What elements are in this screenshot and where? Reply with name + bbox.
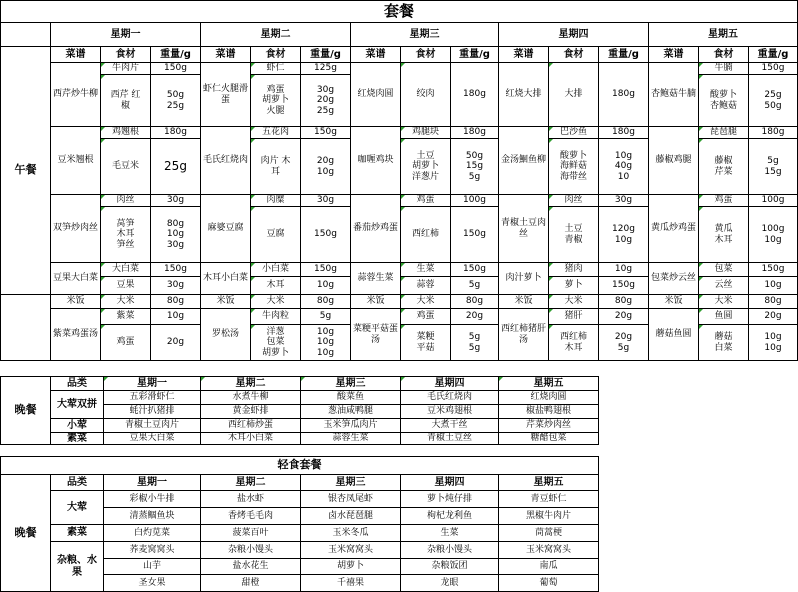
day-header-3[interactable]: 星期四 bbox=[498, 22, 649, 47]
comment-marker bbox=[101, 63, 105, 67]
light-item[interactable]: 彩椒小牛排 bbox=[103, 490, 201, 508]
weight-cell[interactable]: 150g bbox=[450, 262, 499, 277]
dish-cell[interactable]: 蒜蓉生菜 bbox=[350, 262, 401, 295]
ingredient-cell[interactable]: 五花肉 bbox=[250, 126, 301, 139]
weight-cell[interactable]: 180g bbox=[150, 126, 201, 139]
weight-cell[interactable]: 125g bbox=[300, 62, 351, 75]
dish-cell[interactable]: 米饭 bbox=[648, 294, 699, 309]
dinner-day-header-4[interactable]: 星期五 bbox=[498, 376, 599, 391]
light-item[interactable]: 杂粮小馒头 bbox=[400, 541, 499, 559]
comment-marker bbox=[499, 377, 503, 381]
col-header-dish[interactable]: 菜谱 bbox=[200, 46, 251, 63]
ingredient-cell[interactable]: 西红柿 木耳 bbox=[548, 324, 599, 361]
dish-cell[interactable]: 肉汁萝卜 bbox=[498, 262, 549, 295]
weight-cell[interactable]: 30g bbox=[150, 276, 201, 295]
light-item[interactable]: 南瓜 bbox=[498, 558, 599, 575]
comment-marker bbox=[401, 207, 405, 211]
weight-cell[interactable]: 150g bbox=[598, 276, 649, 295]
dinner-item[interactable]: 大煮干丝 bbox=[400, 418, 499, 433]
ingredient-cell[interactable]: 莴笋 木耳 笋丝 bbox=[100, 206, 151, 263]
light-item[interactable]: 龙眼 bbox=[400, 574, 499, 592]
dinner-item[interactable]: 蚝汁扒猪排 bbox=[103, 404, 201, 419]
ingredient-cell[interactable]: 萝卜 bbox=[548, 276, 599, 295]
light-item[interactable]: 盐水虾 bbox=[200, 490, 301, 508]
comment-marker bbox=[549, 63, 553, 67]
light-item[interactable]: 甜橙 bbox=[200, 574, 301, 592]
ingredient-cell[interactable]: 鸡翘根 bbox=[100, 126, 151, 139]
comment-marker bbox=[401, 325, 405, 329]
weight-cell[interactable]: 150g bbox=[300, 126, 351, 139]
ingredient-cell[interactable]: 蒜蓉 bbox=[400, 276, 451, 295]
weight-cell[interactable]: 20g bbox=[748, 308, 798, 325]
ingredient-cell[interactable]: 豆果 bbox=[100, 276, 151, 295]
weight-cell[interactable]: 120g 10g bbox=[598, 206, 649, 263]
dinner-item[interactable]: 青椒土豆丝 bbox=[400, 432, 499, 445]
ingredient-cell[interactable]: 虾仁 bbox=[250, 62, 301, 75]
light-day-header-0[interactable]: 星期一 bbox=[103, 474, 201, 491]
weight-cell[interactable]: 20g bbox=[150, 324, 201, 361]
lunch-label[interactable]: 午餐 bbox=[0, 46, 51, 295]
weight-cell[interactable]: 20g 5g bbox=[598, 324, 649, 361]
comment-marker bbox=[101, 75, 105, 79]
light-item[interactable]: 胡萝卜 bbox=[300, 558, 401, 575]
comment-marker bbox=[401, 127, 405, 131]
dinner-item[interactable]: 蒜蓉生菜 bbox=[300, 432, 401, 445]
light-item[interactable]: 杂粮饭团 bbox=[400, 558, 499, 575]
ingredient-cell[interactable]: 猪肝 bbox=[548, 308, 599, 325]
ingredient-cell[interactable]: 酸萝卜 杏鲍菇 bbox=[698, 74, 749, 127]
light-day-header-4[interactable]: 星期五 bbox=[498, 474, 599, 491]
dish-cell[interactable]: 青椒土豆肉丝 bbox=[498, 194, 549, 263]
light-item[interactable]: 荞麦窝窝头 bbox=[103, 541, 201, 559]
weight-cell[interactable]: 50g 25g bbox=[150, 74, 201, 127]
corner-cell[interactable] bbox=[0, 22, 51, 47]
weight-cell[interactable]: 5g bbox=[300, 308, 351, 325]
ingredient-cell[interactable]: 琵琶腿 bbox=[698, 126, 749, 139]
dinner-day-header-3[interactable]: 星期四 bbox=[400, 376, 499, 391]
weight-cell[interactable]: 10g bbox=[598, 262, 649, 277]
light-item[interactable]: 黑椒牛肉片 bbox=[498, 507, 599, 525]
ingredient-cell[interactable]: 鸡蛋 bbox=[400, 308, 451, 325]
dinner-item[interactable]: 水煮牛柳 bbox=[200, 390, 301, 405]
weight-cell[interactable]: 80g bbox=[150, 294, 201, 309]
col-header-ingredient[interactable]: 食材 bbox=[548, 46, 599, 63]
light-item[interactable]: 葡萄 bbox=[498, 574, 599, 592]
comment-marker bbox=[101, 195, 105, 199]
col-header-ingredient[interactable]: 食材 bbox=[250, 46, 301, 63]
dish-cell[interactable]: 木耳小白菜 bbox=[200, 262, 251, 295]
weight-cell[interactable]: 10g bbox=[748, 276, 798, 295]
dinner-category-header[interactable]: 品类 bbox=[50, 376, 104, 391]
comment-marker bbox=[251, 75, 255, 79]
dish-cell[interactable]: 红烧肉圆 bbox=[350, 62, 401, 127]
weight-cell[interactable]: 150g bbox=[150, 262, 201, 277]
weight-cell[interactable]: 150g bbox=[450, 206, 499, 263]
comment-marker bbox=[101, 309, 105, 313]
light-day-header-2[interactable]: 星期三 bbox=[300, 474, 401, 491]
col-header-ingredient[interactable]: 食材 bbox=[698, 46, 749, 63]
dinner-item[interactable]: 西红柿炒蛋 bbox=[200, 418, 301, 433]
ingredient-cell[interactable]: 牛肉片 bbox=[100, 62, 151, 75]
dish-cell[interactable]: 紫菜鸡蛋汤 bbox=[50, 308, 101, 361]
dish-cell[interactable]: 麻婆豆腐 bbox=[200, 194, 251, 263]
dinner-item[interactable]: 酸菜鱼 bbox=[300, 390, 401, 405]
ingredient-cell[interactable]: 西红柿 bbox=[400, 206, 451, 263]
ingredient-cell[interactable]: 大米 bbox=[250, 294, 301, 309]
weight-cell[interactable]: 10g bbox=[300, 276, 351, 295]
ingredient-cell[interactable]: 小白菜 bbox=[250, 262, 301, 277]
dish-cell[interactable]: 米饭 bbox=[200, 294, 251, 309]
dish-cell[interactable]: 藤椒鸡腿 bbox=[648, 126, 699, 195]
comment-marker bbox=[699, 263, 703, 267]
ingredient-cell[interactable]: 大米 bbox=[548, 294, 599, 309]
weight-cell[interactable]: 5g 15g bbox=[748, 138, 798, 195]
comment-marker bbox=[101, 139, 105, 143]
weight-cell[interactable]: 100g bbox=[450, 194, 499, 207]
dish-cell[interactable]: 杏鲍菇牛腩 bbox=[648, 62, 699, 127]
weight-cell[interactable]: 50g 15g 5g bbox=[450, 138, 499, 195]
comment-marker bbox=[401, 377, 405, 381]
comment-marker bbox=[549, 309, 553, 313]
weight-cell[interactable]: 30g bbox=[598, 194, 649, 207]
dish-cell[interactable]: 西红柿猪肝汤 bbox=[498, 308, 549, 361]
weight-cell[interactable]: 180g bbox=[598, 126, 649, 139]
weight-cell[interactable]: 20g bbox=[598, 308, 649, 325]
dinner-day-header-1[interactable]: 星期二 bbox=[200, 376, 301, 391]
weight-cell[interactable]: 80g bbox=[748, 294, 798, 309]
light-item[interactable]: 杂粮小馒头 bbox=[200, 541, 301, 559]
dish-cell[interactable]: 虾仁火腿滑蛋 bbox=[200, 62, 251, 127]
dinner-item[interactable]: 豆果大白菜 bbox=[103, 432, 201, 445]
comment-marker bbox=[549, 195, 553, 199]
comment-marker bbox=[549, 325, 553, 329]
comment-marker bbox=[251, 139, 255, 143]
col-header-weight[interactable]: 重量/g bbox=[598, 46, 649, 63]
weight-cell[interactable]: 180g bbox=[748, 126, 798, 139]
light-meal-title[interactable]: 轻食套餐 bbox=[0, 456, 599, 475]
ingredient-cell[interactable]: 鸡腿块 bbox=[400, 126, 451, 139]
dinner-item[interactable]: 黄金虾排 bbox=[200, 404, 301, 419]
comment-marker bbox=[401, 139, 405, 143]
comment-marker bbox=[699, 127, 703, 131]
ingredient-cell[interactable]: 菜粳 平菇 bbox=[400, 324, 451, 361]
comment-marker bbox=[301, 377, 305, 381]
dish-cell[interactable]: 西芹炒牛柳 bbox=[50, 62, 101, 127]
comment-marker bbox=[549, 277, 553, 281]
dinner-item[interactable]: 豆米鸡翅根 bbox=[400, 404, 499, 419]
dish-cell[interactable]: 双笋炒肉丝 bbox=[50, 194, 101, 263]
weight-cell[interactable]: 20g bbox=[450, 308, 499, 325]
dinner-day-header-0[interactable]: 星期一 bbox=[103, 376, 201, 391]
day-header-2[interactable]: 星期三 bbox=[350, 22, 499, 47]
dinner-category[interactable]: 素菜 bbox=[50, 432, 104, 445]
weight-cell[interactable]: 25g 50g bbox=[748, 74, 798, 127]
ingredient-cell[interactable]: 木耳 bbox=[250, 276, 301, 295]
weight-cell[interactable]: 30g 20g 25g bbox=[300, 74, 351, 127]
ingredient-cell[interactable]: 蘑菇 白菜 bbox=[698, 324, 749, 361]
dish-cell[interactable]: 毛氏红烧肉 bbox=[200, 126, 251, 195]
dish-cell[interactable]: 包菜炒云丝 bbox=[648, 262, 699, 295]
comment-marker bbox=[104, 377, 108, 381]
light-item[interactable]: 茼蒿梗 bbox=[498, 524, 599, 542]
light-item[interactable]: 盐水花生 bbox=[200, 558, 301, 575]
comment-marker bbox=[251, 277, 255, 281]
ingredient-cell[interactable]: 鸡蛋 bbox=[100, 324, 151, 361]
ingredient-cell[interactable]: 豆腐 bbox=[250, 206, 301, 263]
comment-marker bbox=[549, 127, 553, 131]
comment-marker bbox=[251, 263, 255, 267]
col-header-dish[interactable]: 菜谱 bbox=[648, 46, 699, 63]
light-item[interactable]: 圣女果 bbox=[103, 574, 201, 592]
ingredient-cell[interactable]: 肉丝 bbox=[548, 194, 599, 207]
comment-marker bbox=[251, 295, 255, 299]
comment-marker bbox=[699, 207, 703, 211]
weight-cell[interactable]: 10g 40g 10 bbox=[598, 138, 649, 195]
light-item[interactable]: 卤水琵琶腿 bbox=[300, 507, 401, 525]
ingredient-cell[interactable]: 包菜 bbox=[698, 262, 749, 277]
light-item[interactable]: 银杏凤尾虾 bbox=[300, 490, 401, 508]
comment-marker bbox=[101, 325, 105, 329]
ingredient-cell[interactable]: 大米 bbox=[698, 294, 749, 309]
weight-cell[interactable]: 150g bbox=[150, 62, 201, 75]
ingredient-cell[interactable]: 土豆 青椒 bbox=[548, 206, 599, 263]
ingredient-cell[interactable]: 鸡蛋 bbox=[698, 194, 749, 207]
light-item[interactable]: 玉米窝窝头 bbox=[300, 541, 401, 559]
ingredient-cell[interactable]: 毛豆米 bbox=[100, 138, 151, 195]
comment-marker bbox=[101, 295, 105, 299]
ingredient-cell[interactable]: 鸡蛋 胡萝卜 火腿 bbox=[250, 74, 301, 127]
weight-cell[interactable]: 5g bbox=[450, 276, 499, 295]
dish-cell[interactable]: 番茄炒鸡蛋 bbox=[350, 194, 401, 263]
col-header-weight[interactable]: 重量/g bbox=[450, 46, 499, 63]
col-header-weight[interactable]: 重量/g bbox=[150, 46, 201, 63]
col-header-ingredient[interactable]: 食材 bbox=[100, 46, 151, 63]
weight-cell[interactable]: 30g bbox=[300, 194, 351, 207]
comment-marker bbox=[699, 139, 703, 143]
light-category[interactable]: 杂粮、水 果 bbox=[50, 541, 104, 592]
dinner-item[interactable]: 葱油咸鸭腿 bbox=[300, 404, 401, 419]
comment-marker bbox=[401, 263, 405, 267]
comment-marker bbox=[401, 309, 405, 313]
dinner-item[interactable]: 椒盐鸭翅根 bbox=[498, 404, 599, 419]
dinner-category[interactable]: 大荤双拼 bbox=[50, 390, 104, 419]
dinner-category[interactable]: 小荤 bbox=[50, 418, 104, 433]
ingredient-cell[interactable]: 西芹 红 椒 bbox=[100, 74, 151, 127]
comment-marker bbox=[401, 295, 405, 299]
weight-cell[interactable]: 10g bbox=[150, 308, 201, 325]
dish-cell[interactable]: 红烧大排 bbox=[498, 62, 549, 127]
comment-marker bbox=[251, 207, 255, 211]
weight-cell[interactable]: 80g bbox=[300, 294, 351, 309]
light-item[interactable]: 青豆虾仁 bbox=[498, 490, 599, 508]
ingredient-cell[interactable]: 大排 bbox=[548, 62, 599, 127]
weight-cell[interactable]: 20g 10g bbox=[300, 138, 351, 195]
day-header-1[interactable]: 星期二 bbox=[200, 22, 351, 47]
ingredient-cell[interactable]: 猪肉 bbox=[548, 262, 599, 277]
dish-cell[interactable]: 黄瓜炒鸡蛋 bbox=[648, 194, 699, 263]
dinner-item[interactable]: 毛氏红烧肉 bbox=[400, 390, 499, 405]
weight-cell[interactable]: 100g 10g bbox=[748, 206, 798, 263]
ingredient-cell[interactable]: 鸡蛋 bbox=[400, 194, 451, 207]
weight-cell[interactable]: 150g bbox=[748, 262, 798, 277]
comment-marker bbox=[699, 295, 703, 299]
col-header-dish[interactable]: 菜谱 bbox=[50, 46, 101, 63]
light-item[interactable]: 千禧果 bbox=[300, 574, 401, 592]
ingredient-cell[interactable]: 洋葱 包菜 胡萝卜 bbox=[250, 324, 301, 361]
light-category-header[interactable]: 品类 bbox=[50, 474, 104, 491]
comment-marker bbox=[549, 263, 553, 267]
col-header-weight[interactable]: 重量/g bbox=[748, 46, 798, 63]
comment-marker bbox=[251, 195, 255, 199]
comment-marker bbox=[699, 195, 703, 199]
ingredient-cell[interactable]: 绞肉 bbox=[400, 62, 451, 127]
ingredient-cell[interactable]: 牛肉粒 bbox=[250, 308, 301, 325]
comment-marker bbox=[201, 377, 205, 381]
ingredient-cell[interactable]: 肉丝 bbox=[100, 194, 151, 207]
light-item[interactable]: 香烤毛毛肉 bbox=[200, 507, 301, 525]
ingredient-cell[interactable]: 生菜 bbox=[400, 262, 451, 277]
dish-cell[interactable]: 罗松汤 bbox=[200, 308, 251, 361]
comment-marker bbox=[401, 277, 405, 281]
day-header-4[interactable]: 星期五 bbox=[648, 22, 798, 47]
ingredient-cell[interactable]: 酸萝卜 海鲜菇 海带丝 bbox=[548, 138, 599, 195]
light-item[interactable]: 白灼苋菜 bbox=[103, 524, 201, 542]
comment-marker bbox=[101, 127, 105, 131]
weight-cell[interactable]: 5g 5g bbox=[450, 324, 499, 361]
ingredient-cell[interactable]: 黄瓜 木耳 bbox=[698, 206, 749, 263]
weight-cell[interactable]: 150g bbox=[300, 262, 351, 277]
dinner-label[interactable]: 晚餐 bbox=[0, 376, 51, 445]
ingredient-cell[interactable]: 牛腩 bbox=[698, 62, 749, 75]
weight-cell[interactable]: 180g bbox=[598, 62, 649, 127]
dinner-item[interactable]: 五彩滑虾仁 bbox=[103, 390, 201, 405]
ingredient-cell[interactable]: 肉糜 bbox=[250, 194, 301, 207]
light-dinner-label[interactable]: 晚餐 bbox=[0, 474, 51, 592]
light-item[interactable]: 玉米冬瓜 bbox=[300, 524, 401, 542]
lunch-label-spill[interactable] bbox=[0, 294, 51, 361]
dish-cell[interactable]: 蘑菇鱼圆 bbox=[648, 308, 699, 361]
dinner-item[interactable]: 玉米笋瓜肉片 bbox=[300, 418, 401, 433]
comment-marker bbox=[549, 295, 553, 299]
ingredient-cell[interactable]: 巴沙鱼 bbox=[548, 126, 599, 139]
weight-cell[interactable]: 180g bbox=[450, 62, 499, 127]
comment-marker bbox=[401, 195, 405, 199]
weight-cell[interactable]: 80g bbox=[598, 294, 649, 309]
weight-cell[interactable]: 10g 10g bbox=[748, 324, 798, 361]
dinner-item[interactable]: 青椒土豆肉片 bbox=[103, 418, 201, 433]
ingredient-cell[interactable]: 鱼圆 bbox=[698, 308, 749, 325]
weight-cell[interactable]: 100g bbox=[748, 194, 798, 207]
light-item[interactable]: 生菜 bbox=[400, 524, 499, 542]
dish-cell[interactable]: 米饭 bbox=[498, 294, 549, 309]
comment-marker bbox=[251, 325, 255, 329]
light-day-header-1[interactable]: 星期二 bbox=[200, 474, 301, 491]
dinner-item[interactable]: 糖醋包菜 bbox=[498, 432, 599, 445]
comment-marker bbox=[699, 75, 703, 79]
ingredient-cell[interactable]: 土豆 胡萝卜 洋葱片 bbox=[400, 138, 451, 195]
dish-cell[interactable]: 咖喱鸡块 bbox=[350, 126, 401, 195]
light-category[interactable]: 素菜 bbox=[50, 524, 104, 542]
dish-cell[interactable]: 米饭 bbox=[50, 294, 101, 309]
light-day-header-3[interactable]: 星期四 bbox=[400, 474, 499, 491]
col-header-dish[interactable]: 菜谱 bbox=[498, 46, 549, 63]
ingredient-cell[interactable]: 大白菜 bbox=[100, 262, 151, 277]
comment-marker bbox=[101, 277, 105, 281]
weight-cell[interactable]: 80g 10g 30g bbox=[150, 206, 201, 263]
comment-marker bbox=[251, 127, 255, 131]
comment-marker bbox=[699, 309, 703, 313]
comment-marker bbox=[251, 63, 255, 67]
ingredient-cell[interactable]: 大米 bbox=[100, 294, 151, 309]
weight-cell[interactable]: 150g bbox=[748, 62, 798, 75]
dish-cell[interactable]: 豆果大白菜 bbox=[50, 262, 101, 295]
ingredient-cell[interactable]: 大米 bbox=[400, 294, 451, 309]
ingredient-cell[interactable]: 肉片 木 耳 bbox=[250, 138, 301, 195]
light-item[interactable]: 菠菜百叶 bbox=[200, 524, 301, 542]
weight-cell[interactable]: 80g bbox=[450, 294, 499, 309]
light-item[interactable]: 山芋 bbox=[103, 558, 201, 575]
ingredient-cell[interactable]: 紫菜 bbox=[100, 308, 151, 325]
dish-cell[interactable]: 金汤鮰鱼柳 bbox=[498, 126, 549, 195]
light-item[interactable]: 萝卜炖仔排 bbox=[400, 490, 499, 508]
weight-cell[interactable]: 30g bbox=[150, 194, 201, 207]
light-category[interactable]: 大荤 bbox=[50, 490, 104, 525]
comment-marker bbox=[401, 63, 405, 67]
comment-marker bbox=[101, 207, 105, 211]
dish-cell[interactable]: 米饭 bbox=[350, 294, 401, 309]
col-header-weight[interactable]: 重量/g bbox=[300, 46, 351, 63]
light-item[interactable]: 清蒸鲴鱼块 bbox=[103, 507, 201, 525]
comment-marker bbox=[699, 63, 703, 67]
weight-cell[interactable]: 180g bbox=[450, 126, 499, 139]
light-item[interactable]: 玉米窝窝头 bbox=[498, 541, 599, 559]
comment-marker bbox=[549, 139, 553, 143]
dish-cell[interactable]: 菜粳平菇蛋汤 bbox=[350, 308, 401, 361]
comment-marker bbox=[699, 277, 703, 281]
dinner-day-header-2[interactable]: 星期三 bbox=[300, 376, 401, 391]
dinner-item[interactable]: 芹菜炒肉丝 bbox=[498, 418, 599, 433]
comment-marker bbox=[549, 207, 553, 211]
weight-cell[interactable]: 10g 10g 10g bbox=[300, 324, 351, 361]
col-header-ingredient[interactable]: 食材 bbox=[400, 46, 451, 63]
dish-cell[interactable]: 豆米翘根 bbox=[50, 126, 101, 195]
day-header-0[interactable]: 星期一 bbox=[50, 22, 201, 47]
weight-cell[interactable]: 25g bbox=[150, 138, 201, 195]
ingredient-cell[interactable]: 云丝 bbox=[698, 276, 749, 295]
weight-cell[interactable]: 150g bbox=[300, 206, 351, 263]
comment-marker bbox=[101, 263, 105, 267]
dinner-item[interactable]: 红烧肉圆 bbox=[498, 390, 599, 405]
comment-marker bbox=[251, 309, 255, 313]
col-header-dish[interactable]: 菜谱 bbox=[350, 46, 401, 63]
light-item[interactable]: 枸杞龙利鱼 bbox=[400, 507, 499, 525]
dinner-item[interactable]: 木耳小白菜 bbox=[200, 432, 301, 445]
page-title[interactable]: 套餐 bbox=[0, 0, 798, 23]
comment-marker bbox=[699, 325, 703, 329]
ingredient-cell[interactable]: 藤椒 芹菜 bbox=[698, 138, 749, 195]
